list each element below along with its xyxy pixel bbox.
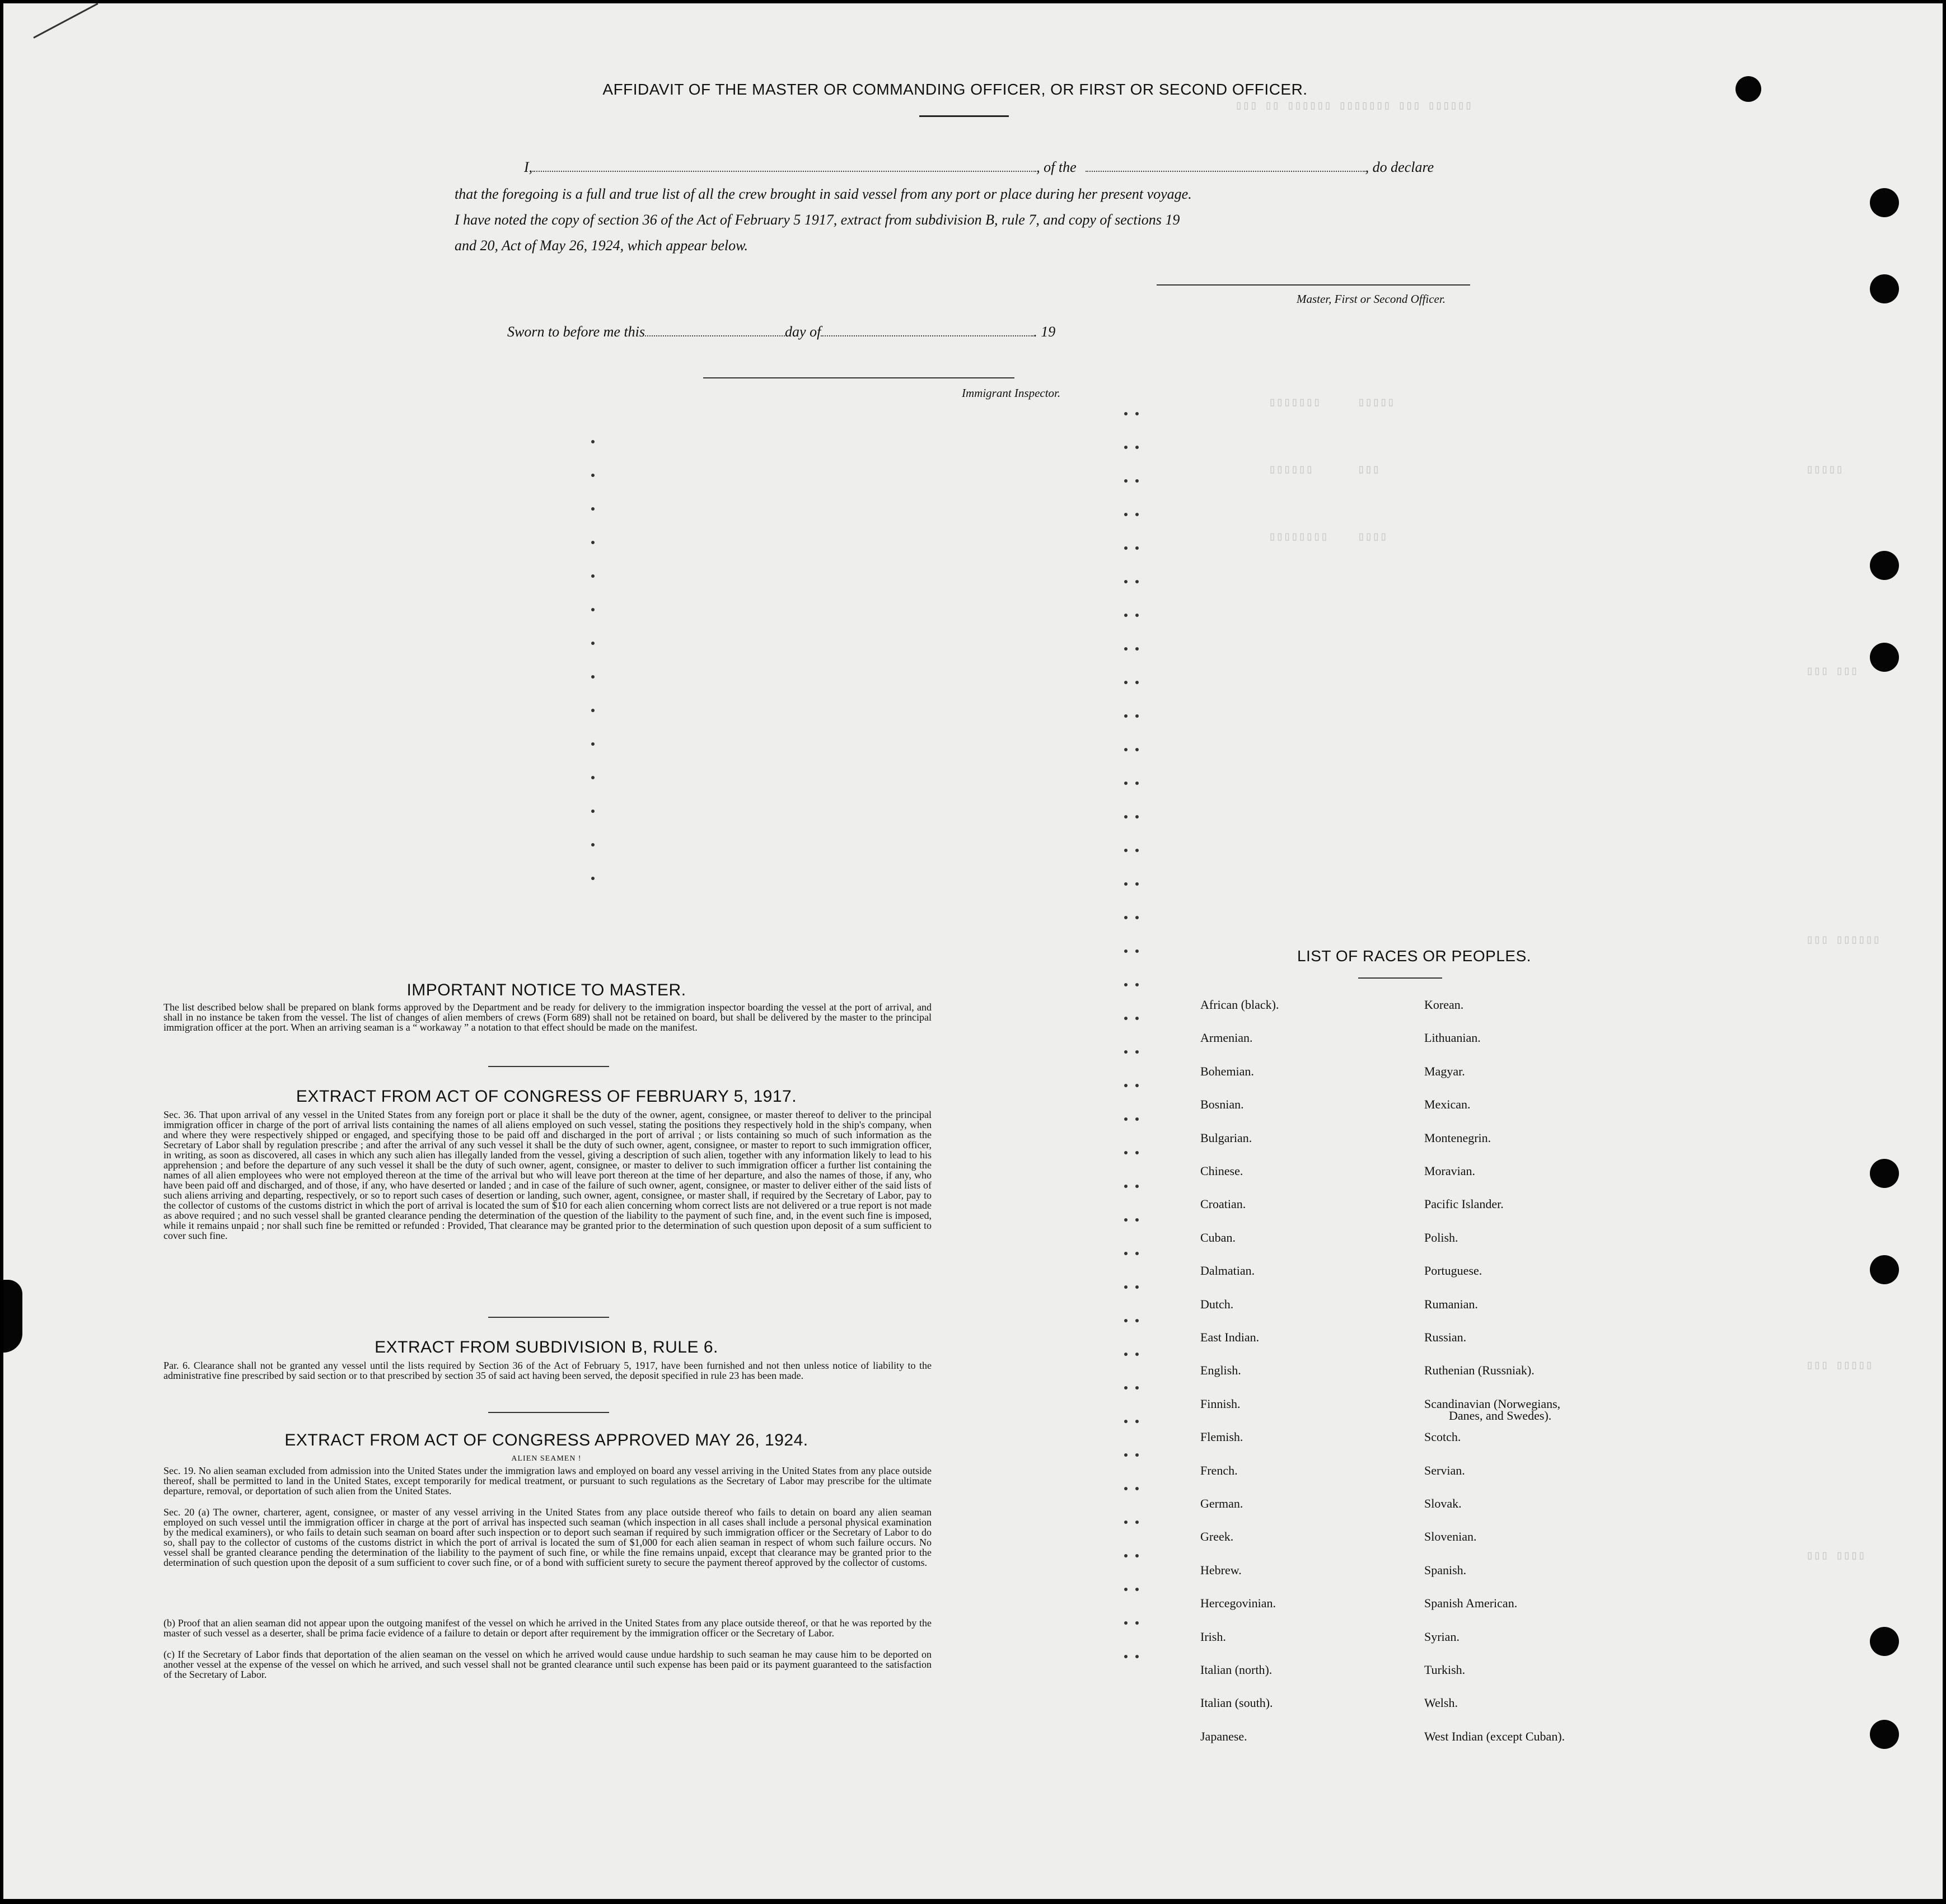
leader-dot (1135, 748, 1139, 751)
extract-1924-sec19: Sec. 19. No alien seaman excluded from admission into the United States under the immigration laws and employed on board any vessel arriving in the United States from any place outside thereof, shall be permitted to land in the United States, except temporarily for medical treatment, or pursuant to such regulations as the Secretary of Labor may prescribe for the ultimate departure, removal, or deportation of such alien from the United States. (163, 1465, 932, 1496)
leader-dot (1124, 446, 1128, 449)
race-item-right: Syrian. (1424, 1630, 1459, 1644)
race-item-right: Russian. (1424, 1330, 1467, 1344)
punch-hole (1870, 1720, 1899, 1749)
leader-dot (1135, 1084, 1139, 1087)
declare-label: , do declare (1365, 159, 1434, 175)
leader-dot (1135, 849, 1139, 852)
leader-dot (1135, 1621, 1139, 1625)
leader-dot (1135, 412, 1139, 415)
leader-dot (1124, 916, 1128, 919)
extract-1924-sec20b: (b) Proof that an alien seaman did not appear upon the outgoing manifest of the vessel on which he arrived in the United States from any place outside thereof, or that he was reported by the master of such vessel as a deserter, shall be prima facie evidence of a failure to detain or deport after requirement by the immigration officer or the Secretary of Labor. (163, 1617, 932, 1639)
leader-dot (591, 474, 595, 477)
leader-dot (1135, 1285, 1139, 1289)
leader-dot (1124, 849, 1128, 852)
leader-dot (1135, 916, 1139, 919)
leader-dot (1135, 546, 1139, 550)
race-item-left: African (black). (1200, 998, 1279, 1012)
race-item-left: Italian (north). (1200, 1663, 1273, 1677)
leader-dot (1124, 1487, 1128, 1490)
sworn-year-label: . 19 (1033, 324, 1056, 340)
leader-dot (1124, 580, 1128, 583)
leader-dot (1124, 1252, 1128, 1255)
declarant-label: I, (524, 159, 533, 175)
race-item-right: West Indian (except Cuban). (1424, 1729, 1565, 1743)
alien-seamen-subtitle: ALIEN SEAMEN ! (511, 1454, 582, 1463)
section-divider (488, 1066, 609, 1067)
leader-dot (1124, 1319, 1128, 1322)
race-item-left: Chinese. (1200, 1164, 1243, 1178)
section-divider (488, 1317, 609, 1318)
race-item-left: Dutch. (1200, 1297, 1234, 1311)
leader-dot (591, 709, 595, 712)
race-item-left: East Indian. (1200, 1330, 1260, 1344)
race-item-left: Bosnian. (1200, 1097, 1244, 1111)
inspector-signature-line[interactable] (703, 377, 1014, 378)
leader-dot (1135, 1252, 1139, 1255)
leader-dot (1124, 479, 1128, 483)
leader-dot (1135, 882, 1139, 886)
leader-dot (1124, 1017, 1128, 1020)
leader-dot (591, 776, 595, 779)
leader-dot (591, 877, 595, 880)
bleed-through-marks: ▯▯▯ ▯▯▯▯▯▯ (1806, 933, 1880, 947)
notice-body: The list described below shall be prepared on blank forms approved by the Department and be ready for delivery to the immigration inspector boarding the vessel at the port of arrival, and shall in no instance be taken from the vessel. The list of changes of alien members of crews (Form 689) shall not be retained on board, but shall be delivered by the master to the principal immigration officer at the port. When an arriving seaman is a “ workaway ” a notation to that effect should be made on the manifest. (163, 1002, 932, 1033)
race-item-right: Spanish American. (1424, 1596, 1518, 1610)
race-item-right: Slovak. (1424, 1496, 1462, 1510)
leader-dot (1135, 647, 1139, 651)
race-item-right: Magyar. (1424, 1064, 1465, 1078)
race-item-right: Lithuanian. (1424, 1031, 1481, 1045)
corner-fold-mark (33, 3, 98, 39)
leader-dot (591, 440, 595, 443)
torn-edge-mark (3, 1280, 22, 1353)
leader-dot (591, 541, 595, 544)
leader-dot (1124, 513, 1128, 516)
bleed-through-marks: ▯▯▯▯▯ (1806, 463, 1844, 477)
leader-dot (1135, 1218, 1139, 1222)
leader-dot (591, 810, 595, 813)
title-underline (919, 115, 1009, 117)
bleed-through-marks: ▯▯▯ ▯▯ ▯▯▯▯▯▯ ▯▯▯▯▯▯▯ ▯▯▯ ▯▯▯▯▯▯ (1235, 99, 1472, 113)
leader-dot (1124, 614, 1128, 617)
extract-rule6-title: EXTRACT FROM SUBDIVISION B, RULE 6. (375, 1338, 718, 1356)
leader-dot (1135, 1521, 1139, 1524)
races-title: LIST OF RACES OR PEOPLES. (1297, 947, 1532, 965)
race-item-left: Hercegovinian. (1200, 1596, 1276, 1610)
leader-dot (1135, 580, 1139, 583)
punch-hole (1736, 76, 1761, 102)
leader-dot (1124, 681, 1128, 684)
leader-dot (591, 608, 595, 611)
bleed-through-marks: ▯▯▯▯▯▯▯ ▯▯▯▯▯ (1269, 396, 1395, 410)
leader-dot (1124, 1117, 1128, 1121)
leader-dot (1124, 748, 1128, 751)
leader-dot (1124, 1084, 1128, 1087)
race-item-left: Dalmatian. (1200, 1264, 1255, 1278)
leader-dot (1124, 1554, 1128, 1557)
sworn-day-label: day of (785, 324, 821, 340)
leader-dot (1124, 983, 1128, 986)
leader-dot (1124, 1621, 1128, 1625)
notice-title: IMPORTANT NOTICE TO MASTER. (406, 981, 686, 999)
leader-dot (1124, 882, 1128, 886)
affidavit-title: AFFIDAVIT OF THE MASTER OR COMMANDING OFFICER, OR FIRST OR SECOND OFFICER. (602, 81, 1308, 98)
leader-dot (1124, 1218, 1128, 1222)
inspector-signature-label: Immigrant Inspector. (962, 386, 1061, 400)
race-item-left: Irish. (1200, 1630, 1226, 1644)
race-item-right: Welsh. (1424, 1696, 1458, 1710)
extract-1917-body: Sec. 36. That upon arrival of any vessel in the United States from any foreign port or place it shall be the duty of the owner, agent, consignee, or master thereof to deliver to the principal immigration officer in charge of the port of arrival lists containing the names of all aliens employed on such vessel, stating the positions they respectively hold in the ship's company, when and where they were respectively shipped or engaged, and specifying those to be paid off and discharged in the port of arrival ; or lists containing so much of such information as the Secretary of Labor shall by regulation prescribe ; and after the arrival of any such vessel it shall be the duty of such owner, agent, consignee, or master to report to such immigration officer, in writing, as soon as discovered, all cases in which any such alien has illegally landed from the vessel, giving a description of such alien, together with any information likely to lead to his apprehension ; and before the departure of any such vessel it shall be the duty of such owner, agent, consignee, or master to deliver to such immigration officer a further list containing the names of all alien employees who were not employed thereon at the time of the arrival but who will leave port thereon at the time of her departure, and also the names of those, if any, who have been paid off and discharged, and of those, if any, who have deserted or landed ; and in case of the failure of such owner, agent, consignee, or master to deliver either of the said lists of such aliens arriving and departing, respectively, or so to report such cases of desertion or landing, such owner, agent, consignee, or master shall, if required by the Secretary of Labor, pay to the collector of customs of the customs district in which the port of arrival is located the sum of $10 for each alien concerning whom correct lists are not delivered or a true report is not made as above required ; and no such vessel shall be granted clearance pending the determination of the question of the liability to the payment of such fine, and, in the event such fine is imposed, while it remains unpaid ; nor shall such fine be remitted or refunded : Provided, That clearance may be granted prior to the determination of such question upon deposit of a sum sufficient to cover such fine. (163, 1109, 932, 1241)
leader-dot (1135, 681, 1139, 684)
leader-dot (1135, 1554, 1139, 1557)
race-item-left: Cuban. (1200, 1231, 1236, 1245)
punch-hole (1870, 643, 1899, 672)
race-scandinavian-continued: Danes, and Swedes). (1449, 1409, 1552, 1423)
sworn-month-field[interactable] (821, 335, 1033, 336)
bleed-through-marks: ▯▯▯ ▯▯▯▯ (1806, 1549, 1865, 1563)
race-item-right: Ruthenian (Russniak). (1424, 1363, 1535, 1377)
leader-dot (1135, 1151, 1139, 1154)
punch-hole (1870, 1159, 1899, 1188)
leader-dot (1124, 782, 1128, 785)
leader-dot (1135, 1453, 1139, 1457)
races-title-underline (1358, 977, 1442, 979)
extract-1924-sec20c: (c) If the Secretary of Labor finds that deportation of the alien seaman on the vessel on which he arrived would cause undue hardship to such seaman he may cause him to be deported on another vessel at the expense of the vessel on which he arrived, and such vessel shall not be granted clearance until such expense has been paid or its payment guaranteed to the satisfaction of the Secretary of Labor. (163, 1649, 932, 1680)
race-item-right: Polish. (1424, 1231, 1458, 1245)
leader-dot (1135, 446, 1139, 449)
leader-dot (1124, 1655, 1128, 1658)
race-item-left: Armenian. (1200, 1031, 1253, 1045)
sworn-label: Sworn to before me this (507, 324, 645, 340)
punch-hole (1870, 1255, 1899, 1284)
race-item-left: Hebrew. (1200, 1563, 1242, 1577)
leader-dot (1135, 1353, 1139, 1356)
leader-dot (1135, 782, 1139, 785)
leader-dot (1124, 1151, 1128, 1154)
declaration-line-3: I have noted the copy of section 36 of the Act of February 5 1917, extract from subdivision B, rule 7, and copy of sections 19 (455, 212, 1180, 228)
race-item-right: Pacific Islander. (1424, 1197, 1504, 1211)
punch-hole (1870, 551, 1899, 580)
leader-dot (1124, 1285, 1128, 1289)
leader-dot (1124, 1588, 1128, 1591)
leader-dot (1124, 714, 1128, 718)
race-item-left: Bohemian. (1200, 1064, 1254, 1078)
leader-dot (1124, 949, 1128, 953)
leader-dot (1135, 1050, 1139, 1054)
leader-dot (1124, 1386, 1128, 1390)
declaration-line-2: that the foregoing is a full and true list of all the crew brought in said vessel from any port or place during her present voyage. (455, 186, 1192, 202)
race-item-right: Scandinavian (Norwegians, (1424, 1397, 1561, 1411)
leader-dot (591, 642, 595, 645)
bleed-through-marks: ▯▯▯▯▯▯ ▯▯▯ (1269, 463, 1380, 477)
race-item-left: Croatian. (1200, 1197, 1246, 1211)
leader-dot (1135, 1117, 1139, 1121)
document-page (3, 3, 1943, 1899)
declarant-name-field[interactable] (532, 171, 1036, 172)
leader-dot (1124, 1050, 1128, 1054)
leader-dot (1135, 513, 1139, 516)
race-item-right: Portuguese. (1424, 1264, 1482, 1278)
sworn-day-field[interactable] (645, 335, 785, 336)
leader-dot (591, 675, 595, 679)
race-item-right: Spanish. (1424, 1563, 1467, 1577)
leader-dot (1135, 714, 1139, 718)
leader-dot (591, 574, 595, 578)
bleed-through-marks: ▯▯▯ ▯▯▯ (1806, 665, 1858, 679)
leader-dot (591, 507, 595, 511)
extract-1924-sec20a: Sec. 20 (a) The owner, charterer, agent, consignee, or master of any vessel arriving in the United States from any place outside thereof who fails to detain on board any alien seaman employed on such vessel until the immigration officer in charge at the port of arrival has inspected such seaman (which inspection in all cases shall include a personal physical examination by the medical examiners), or who fails to detain such seaman on board after such inspection or to deport such seaman if required by such immigration officer or the Secretary of Labor to do so, shall pay to the collector of customs of the customs district in which the port of arrival is located the sum of $1,000 for each alien seaman in respect of whom such failure occurs. No vessel shall be granted clearance pending the determination of the liability to the payment of such fine, or while the fine remains unpaid, except that clearance may be granted prior to the determination of such question upon the deposit of a sum sufficient to cover such fine, or of a bond with sufficient surety to secure the payment thereof approved by the collector of customs. (163, 1507, 932, 1568)
vessel-label: , of the (1036, 159, 1077, 175)
race-item-right: Rumanian. (1424, 1297, 1478, 1311)
bleed-through-marks: ▯▯▯▯▯▯▯▯ ▯▯▯▯ (1269, 530, 1387, 544)
race-item-left: English. (1200, 1363, 1241, 1377)
sworn-line (507, 324, 1055, 340)
leader-dot (1124, 1521, 1128, 1524)
leader-dot (1135, 1386, 1139, 1390)
punch-hole (1870, 188, 1899, 217)
extract-1917-title: EXTRACT FROM ACT OF CONGRESS OF FEBRUARY 5, 1917. (296, 1087, 797, 1106)
leader-dot (1135, 815, 1139, 818)
leader-dot (591, 843, 595, 846)
punch-hole (1870, 1627, 1899, 1656)
leader-dot (1135, 983, 1139, 986)
leader-dot (1124, 647, 1128, 651)
race-item-left: Italian (south). (1200, 1696, 1273, 1710)
vessel-name-field[interactable] (1086, 171, 1365, 172)
race-item-left: French. (1200, 1463, 1238, 1477)
leader-dot (591, 742, 595, 746)
leader-dot (1124, 1185, 1128, 1188)
leader-dot (1135, 1319, 1139, 1322)
leader-dot (1135, 1017, 1139, 1020)
race-item-right: Korean. (1424, 998, 1464, 1012)
leader-dot (1124, 815, 1128, 818)
race-item-left: Flemish. (1200, 1430, 1243, 1444)
extract-1924-title: EXTRACT FROM ACT OF CONGRESS APPROVED MAY 26, 1924. (284, 1431, 808, 1449)
leader-dot (1135, 949, 1139, 953)
section-divider (488, 1412, 609, 1413)
race-item-right: Scotch. (1424, 1430, 1461, 1444)
race-item-right: Servian. (1424, 1463, 1465, 1477)
leader-dot (1135, 1487, 1139, 1490)
leader-dot (1135, 614, 1139, 617)
extract-rule6-body: Par. 6. Clearance shall not be granted any vessel until the lists required by Section 36 of the Act of February 5, 1917, have been furnished and not then unless notice of liability to the administrative fine prescribed by said section or to that prescribed by section 35 of said act having been served, the deposit specified in rule 23 has been made. (163, 1360, 932, 1381)
bleed-through-marks: ▯▯▯ ▯▯▯▯▯ (1806, 1359, 1873, 1373)
race-item-left: German. (1200, 1496, 1243, 1510)
race-item-right: Montenegrin. (1424, 1131, 1491, 1145)
leader-dot (1124, 546, 1128, 550)
leader-dot (1135, 479, 1139, 483)
race-item-right: Moravian. (1424, 1164, 1476, 1178)
leader-dot (1135, 1655, 1139, 1658)
race-item-right: Turkish. (1424, 1663, 1466, 1677)
leader-dot (1135, 1185, 1139, 1188)
race-item-left: Finnish. (1200, 1397, 1241, 1411)
leader-dot (1124, 412, 1128, 415)
leader-dot (1124, 1420, 1128, 1423)
race-item-left: Greek. (1200, 1529, 1234, 1543)
race-item-left: Japanese. (1200, 1729, 1247, 1743)
race-item-right: Mexican. (1424, 1097, 1471, 1111)
master-signature-label: Master, First or Second Officer. (1297, 292, 1446, 306)
race-item-left: Bulgarian. (1200, 1131, 1252, 1145)
declaration-line-4: and 20, Act of May 26, 1924, which appear below. (455, 237, 749, 254)
leader-dot (1124, 1453, 1128, 1457)
race-item-right: Slovenian. (1424, 1529, 1477, 1543)
declaration-line-1 (524, 159, 1434, 176)
master-signature-line[interactable] (1157, 284, 1470, 286)
leader-dot (1135, 1420, 1139, 1423)
leader-dot (1124, 1353, 1128, 1356)
leader-dot (1135, 1588, 1139, 1591)
punch-hole (1870, 274, 1899, 303)
